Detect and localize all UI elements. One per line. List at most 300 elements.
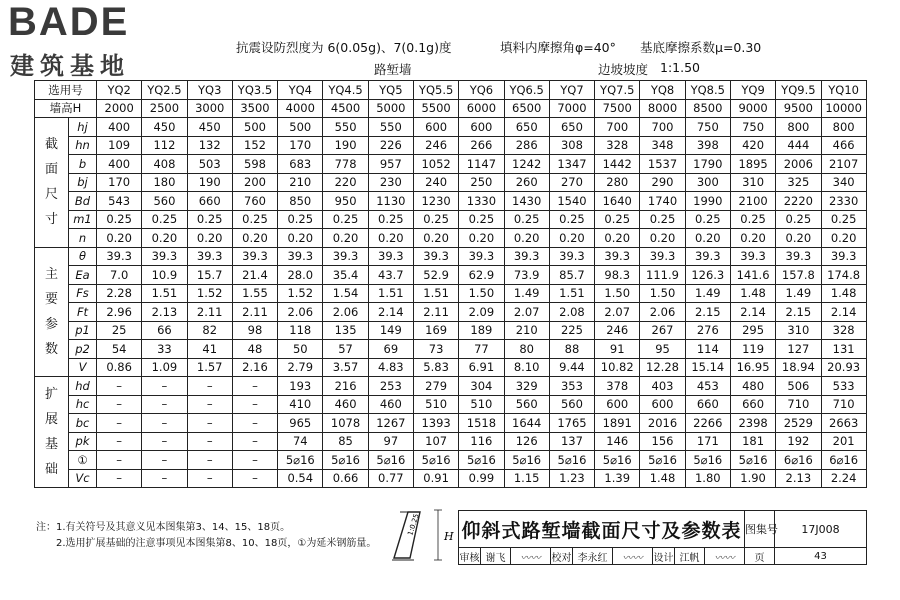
value-cell: 6.91: [459, 358, 504, 377]
value-cell: –: [232, 395, 277, 414]
table-row: [35, 173, 867, 192]
height-cell: 10000: [821, 99, 866, 118]
value-cell: 5⌀16: [323, 451, 368, 470]
table-row: [35, 210, 867, 229]
value-cell: 0.25: [776, 210, 821, 229]
height-cell: 5000: [368, 99, 413, 118]
height-row: [35, 99, 867, 118]
value-cell: 2398: [730, 414, 775, 433]
value-cell: 2.11: [413, 303, 458, 322]
value-cell: 111.9: [640, 266, 685, 285]
value-cell: 0.25: [459, 210, 504, 229]
value-cell: 0.25: [640, 210, 685, 229]
value-cell: 114: [685, 340, 730, 359]
table-row: [35, 136, 867, 155]
value-cell: 73: [413, 340, 458, 359]
value-cell: 2.11: [187, 303, 232, 322]
value-cell: 39.3: [459, 247, 504, 266]
value-cell: 400: [97, 118, 142, 137]
value-cell: 2107: [821, 155, 866, 174]
value-cell: 91: [595, 340, 640, 359]
value-cell: 450: [187, 118, 232, 137]
value-cell: 20.93: [821, 358, 866, 377]
atlas-label: 图集号: [745, 511, 775, 548]
value-cell: 88: [549, 340, 594, 359]
height-cell: 2500: [142, 99, 187, 118]
value-cell: 109: [97, 136, 142, 155]
table-row: [35, 395, 867, 414]
value-cell: 1.49: [776, 284, 821, 303]
value-cell: 39.3: [640, 247, 685, 266]
table-row: [35, 247, 867, 266]
value-cell: 5⌀16: [368, 451, 413, 470]
value-cell: 43.7: [368, 266, 413, 285]
value-cell: 39.3: [413, 247, 458, 266]
value-cell: 480: [730, 377, 775, 396]
value-cell: 0.20: [142, 229, 187, 248]
height-label-text: H: [444, 530, 454, 543]
value-cell: 750: [730, 118, 775, 137]
value-cell: 304: [459, 377, 504, 396]
value-cell: 200: [232, 173, 277, 192]
model-cell: YQ7: [549, 81, 594, 100]
model-cell: YQ8: [640, 81, 685, 100]
value-cell: 73.9: [504, 266, 549, 285]
table-row: [35, 229, 867, 248]
model-cell: YQ10: [821, 81, 866, 100]
value-cell: 2006: [776, 155, 821, 174]
model-cell: YQ9: [730, 81, 775, 100]
value-cell: 1052: [413, 155, 458, 174]
value-cell: 0.91: [413, 469, 458, 488]
value-cell: 710: [821, 395, 866, 414]
value-cell: 39.3: [323, 247, 368, 266]
value-cell: –: [232, 432, 277, 451]
value-cell: –: [187, 395, 232, 414]
value-cell: 506: [776, 377, 821, 396]
value-cell: 510: [459, 395, 504, 414]
table-row: [35, 118, 867, 137]
value-cell: 2.24: [821, 469, 866, 488]
value-cell: 710: [776, 395, 821, 414]
value-cell: 760: [232, 192, 277, 211]
logo-subtitle: 建筑基地: [10, 52, 130, 80]
height-cell: 7500: [595, 99, 640, 118]
value-cell: 1895: [730, 155, 775, 174]
model-cell: YQ4.5: [323, 81, 368, 100]
value-cell: 700: [640, 118, 685, 137]
value-cell: 267: [640, 321, 685, 340]
value-cell: 1790: [685, 155, 730, 174]
value-cell: 190: [323, 136, 368, 155]
value-cell: 246: [595, 321, 640, 340]
value-cell: 1.23: [549, 469, 594, 488]
value-cell: 2.09: [459, 303, 504, 322]
value-cell: 149: [368, 321, 413, 340]
value-cell: 0.25: [368, 210, 413, 229]
reviewer-signature: 〰〰: [511, 548, 551, 565]
value-cell: 0.25: [97, 210, 142, 229]
value-cell: 0.77: [368, 469, 413, 488]
value-cell: 119: [730, 340, 775, 359]
model-cell: YQ5.5: [413, 81, 458, 100]
model-cell: YQ3: [187, 81, 232, 100]
value-cell: 276: [685, 321, 730, 340]
value-cell: 1537: [640, 155, 685, 174]
value-cell: 39.3: [730, 247, 775, 266]
value-cell: 950: [323, 192, 368, 211]
value-cell: 180: [142, 173, 187, 192]
row-label: θ: [69, 247, 97, 266]
value-cell: 2.14: [730, 303, 775, 322]
value-cell: 15.7: [187, 266, 232, 285]
value-cell: 800: [776, 118, 821, 137]
value-cell: –: [232, 469, 277, 488]
value-cell: 2100: [730, 192, 775, 211]
value-cell: 560: [504, 395, 549, 414]
seismic-text: 抗震设防烈度为 6(0.05g)、7(0.1g)度: [236, 40, 452, 55]
value-cell: 62.9: [459, 266, 504, 285]
value-cell: 39.3: [821, 247, 866, 266]
value-cell: 18.94: [776, 358, 821, 377]
row-label: hd: [69, 377, 97, 396]
value-cell: 0.20: [595, 229, 640, 248]
value-cell: –: [142, 451, 187, 470]
model-cell: YQ8.5: [685, 81, 730, 100]
value-cell: 0.20: [504, 229, 549, 248]
value-cell: 39.3: [278, 247, 323, 266]
value-cell: 16.95: [730, 358, 775, 377]
value-cell: 0.20: [549, 229, 594, 248]
value-cell: 1.55: [232, 284, 277, 303]
value-cell: 1.50: [640, 284, 685, 303]
value-cell: 450: [142, 118, 187, 137]
designer-name: 江帆: [675, 548, 705, 565]
value-cell: 0.20: [368, 229, 413, 248]
atlas-number: 17J008: [775, 511, 867, 548]
value-cell: 240: [413, 173, 458, 192]
value-cell: 226: [368, 136, 413, 155]
value-cell: 600: [640, 395, 685, 414]
value-cell: 5⌀16: [413, 451, 458, 470]
value-cell: 28.0: [278, 266, 323, 285]
value-cell: 2529: [776, 414, 821, 433]
value-cell: 66: [142, 321, 187, 340]
value-cell: 181: [730, 432, 775, 451]
value-cell: 328: [821, 321, 866, 340]
value-cell: 0.25: [142, 210, 187, 229]
model-row: [35, 81, 867, 100]
value-cell: 157.8: [776, 266, 821, 285]
row-label: pk: [69, 432, 97, 451]
section-title-char: 要: [44, 291, 58, 307]
table-row: [35, 432, 867, 451]
value-cell: 260: [504, 173, 549, 192]
section-title: [35, 118, 69, 248]
section-title: [35, 247, 69, 377]
value-cell: 39.3: [97, 247, 142, 266]
row-label: Bd: [69, 192, 97, 211]
value-cell: 1.49: [685, 284, 730, 303]
value-cell: 0.54: [278, 469, 323, 488]
value-cell: 1267: [368, 414, 413, 433]
table-row: [35, 340, 867, 359]
value-cell: 131: [821, 340, 866, 359]
value-cell: 295: [730, 321, 775, 340]
value-cell: –: [232, 451, 277, 470]
value-cell: 69: [368, 340, 413, 359]
value-cell: 97: [368, 432, 413, 451]
value-cell: 10.82: [595, 358, 640, 377]
value-cell: 190: [187, 173, 232, 192]
drawing-title: 仰斜式路堑墙截面尺寸及参数表: [459, 511, 745, 548]
value-cell: 132: [187, 136, 232, 155]
table-row: [35, 155, 867, 174]
value-cell: 7.0: [97, 266, 142, 285]
value-cell: 112: [142, 136, 187, 155]
value-cell: –: [97, 395, 142, 414]
value-cell: 170: [97, 173, 142, 192]
section-title-char: 尺: [44, 187, 58, 203]
value-cell: 39.3: [142, 247, 187, 266]
value-cell: 500: [232, 118, 277, 137]
value-cell: 152: [232, 136, 277, 155]
wall-section-diagram: [388, 500, 460, 566]
value-cell: 126.3: [685, 266, 730, 285]
value-cell: 41: [187, 340, 232, 359]
value-cell: 0.25: [323, 210, 368, 229]
value-cell: 118: [278, 321, 323, 340]
value-cell: 1078: [323, 414, 368, 433]
value-cell: 1.54: [323, 284, 368, 303]
value-cell: 2.13: [142, 303, 187, 322]
section-title-char: 础: [44, 462, 58, 477]
value-cell: 353: [549, 377, 594, 396]
row-label: bc: [69, 414, 97, 433]
section-title-char: 基: [44, 437, 58, 452]
value-cell: 750: [685, 118, 730, 137]
value-cell: 683: [278, 155, 323, 174]
value-cell: 0.25: [187, 210, 232, 229]
section-title-char: 数: [44, 341, 58, 357]
value-cell: 1.50: [459, 284, 504, 303]
review-label: 审核: [459, 548, 481, 565]
value-cell: 1.48: [821, 284, 866, 303]
value-cell: 329: [504, 377, 549, 396]
value-cell: 1740: [640, 192, 685, 211]
value-cell: 308: [549, 136, 594, 155]
value-cell: 25: [97, 321, 142, 340]
row-label: Ea: [69, 266, 97, 285]
value-cell: 0.20: [776, 229, 821, 248]
height-cell: 6000: [459, 99, 504, 118]
value-cell: 1.15: [504, 469, 549, 488]
value-cell: 39.3: [776, 247, 821, 266]
value-cell: 141.6: [730, 266, 775, 285]
value-cell: 310: [730, 173, 775, 192]
page-number: 43: [775, 548, 867, 565]
height-cell: 8500: [685, 99, 730, 118]
note-1: 1.有关符号及其意义见本图集第3、14、15、18页。: [56, 522, 291, 533]
value-cell: 12.28: [640, 358, 685, 377]
value-cell: 444: [776, 136, 821, 155]
value-cell: 560: [142, 192, 187, 211]
checker-signature: 〰〰: [613, 548, 653, 565]
value-cell: 1891: [595, 414, 640, 433]
value-cell: 310: [776, 321, 821, 340]
logo-brand: BADE: [8, 0, 130, 44]
row-label: hc: [69, 395, 97, 414]
value-cell: 1.49: [504, 284, 549, 303]
value-cell: 0.25: [595, 210, 640, 229]
value-cell: 0.20: [459, 229, 504, 248]
value-cell: 0.20: [685, 229, 730, 248]
value-cell: 1640: [595, 192, 640, 211]
value-cell: 5⌀16: [278, 451, 323, 470]
value-cell: 171: [685, 432, 730, 451]
row-label: hn: [69, 136, 97, 155]
value-cell: 5⌀16: [504, 451, 549, 470]
height-cell: 4000: [278, 99, 323, 118]
reviewer-name: 谢飞: [481, 548, 511, 565]
model-cell: YQ9.5: [776, 81, 821, 100]
value-cell: 2.15: [685, 303, 730, 322]
value-cell: 189: [459, 321, 504, 340]
value-cell: 1.09: [142, 358, 187, 377]
value-cell: 0.20: [413, 229, 458, 248]
model-cell: YQ2: [97, 81, 142, 100]
value-cell: 6⌀16: [776, 451, 821, 470]
model-cell: YQ4: [278, 81, 323, 100]
row-label: V: [69, 358, 97, 377]
height-cell: 7000: [549, 99, 594, 118]
row-label: ①: [69, 451, 97, 470]
value-cell: 0.20: [187, 229, 232, 248]
value-cell: –: [97, 377, 142, 396]
value-cell: 286: [504, 136, 549, 155]
value-cell: 3.57: [323, 358, 368, 377]
value-cell: 460: [368, 395, 413, 414]
page-label: 页: [745, 548, 775, 565]
value-cell: 52.9: [413, 266, 458, 285]
value-cell: 0.20: [640, 229, 685, 248]
value-cell: 378: [595, 377, 640, 396]
value-cell: 533: [821, 377, 866, 396]
value-cell: 1430: [504, 192, 549, 211]
value-cell: 420: [730, 136, 775, 155]
row-label: Fs: [69, 284, 97, 303]
value-cell: 328: [595, 136, 640, 155]
value-cell: 460: [323, 395, 368, 414]
slope-ratio-text: 1:0.25: [406, 512, 421, 537]
value-cell: –: [142, 395, 187, 414]
value-cell: 15.14: [685, 358, 730, 377]
value-cell: 650: [549, 118, 594, 137]
table-row: [35, 192, 867, 211]
value-cell: 170: [278, 136, 323, 155]
value-cell: 210: [504, 321, 549, 340]
value-cell: 0.25: [413, 210, 458, 229]
value-cell: 2.15: [776, 303, 821, 322]
table-row: [35, 321, 867, 340]
model-cell: YQ2.5: [142, 81, 187, 100]
value-cell: 253: [368, 377, 413, 396]
value-cell: 1.51: [549, 284, 594, 303]
value-cell: 1990: [685, 192, 730, 211]
section-title: [35, 377, 69, 488]
value-cell: 2.08: [549, 303, 594, 322]
row-label: Ft: [69, 303, 97, 322]
friction-angle-text: 填料内摩擦角φ=40°: [500, 40, 616, 55]
value-cell: 0.99: [459, 469, 504, 488]
value-cell: 9.44: [549, 358, 594, 377]
value-cell: 21.4: [232, 266, 277, 285]
value-cell: 1230: [413, 192, 458, 211]
value-cell: 2.14: [368, 303, 413, 322]
value-cell: 85: [323, 432, 368, 451]
value-cell: 2.16: [232, 358, 277, 377]
value-cell: 10.9: [142, 266, 187, 285]
value-cell: 0.25: [504, 210, 549, 229]
value-cell: 5⌀16: [685, 451, 730, 470]
value-cell: 2016: [640, 414, 685, 433]
value-cell: –: [187, 377, 232, 396]
value-cell: 325: [776, 173, 821, 192]
value-cell: 80: [504, 340, 549, 359]
row-header-label: 选用号: [35, 81, 97, 100]
value-cell: –: [142, 414, 187, 433]
value-cell: 403: [640, 377, 685, 396]
value-cell: 1765: [549, 414, 594, 433]
value-cell: 156: [640, 432, 685, 451]
value-cell: 95: [640, 340, 685, 359]
value-cell: 35.4: [323, 266, 368, 285]
value-cell: 1.57: [187, 358, 232, 377]
value-cell: 1.51: [142, 284, 187, 303]
value-cell: 550: [368, 118, 413, 137]
value-cell: 1393: [413, 414, 458, 433]
value-cell: 266: [459, 136, 504, 155]
value-cell: 600: [595, 395, 640, 414]
value-cell: 279: [413, 377, 458, 396]
row-label: Vc: [69, 469, 97, 488]
value-cell: 74: [278, 432, 323, 451]
row-label: n: [69, 229, 97, 248]
value-cell: 1.90: [730, 469, 775, 488]
value-cell: 137: [549, 432, 594, 451]
value-cell: 127: [776, 340, 821, 359]
value-cell: 348: [640, 136, 685, 155]
value-cell: 5.83: [413, 358, 458, 377]
value-cell: –: [142, 377, 187, 396]
value-cell: 543: [97, 192, 142, 211]
value-cell: 0.20: [323, 229, 368, 248]
value-cell: 0.20: [730, 229, 775, 248]
design-label: 设计: [653, 548, 675, 565]
value-cell: 48: [232, 340, 277, 359]
value-cell: 598: [232, 155, 277, 174]
value-cell: 1.48: [730, 284, 775, 303]
row-label: bj: [69, 173, 97, 192]
height-cell: 2000: [97, 99, 142, 118]
value-cell: 2.96: [97, 303, 142, 322]
value-cell: 1.52: [187, 284, 232, 303]
value-cell: 1242: [504, 155, 549, 174]
value-cell: 1347: [549, 155, 594, 174]
value-cell: 6⌀16: [821, 451, 866, 470]
value-cell: –: [187, 432, 232, 451]
height-label: 墙高H: [35, 99, 97, 118]
